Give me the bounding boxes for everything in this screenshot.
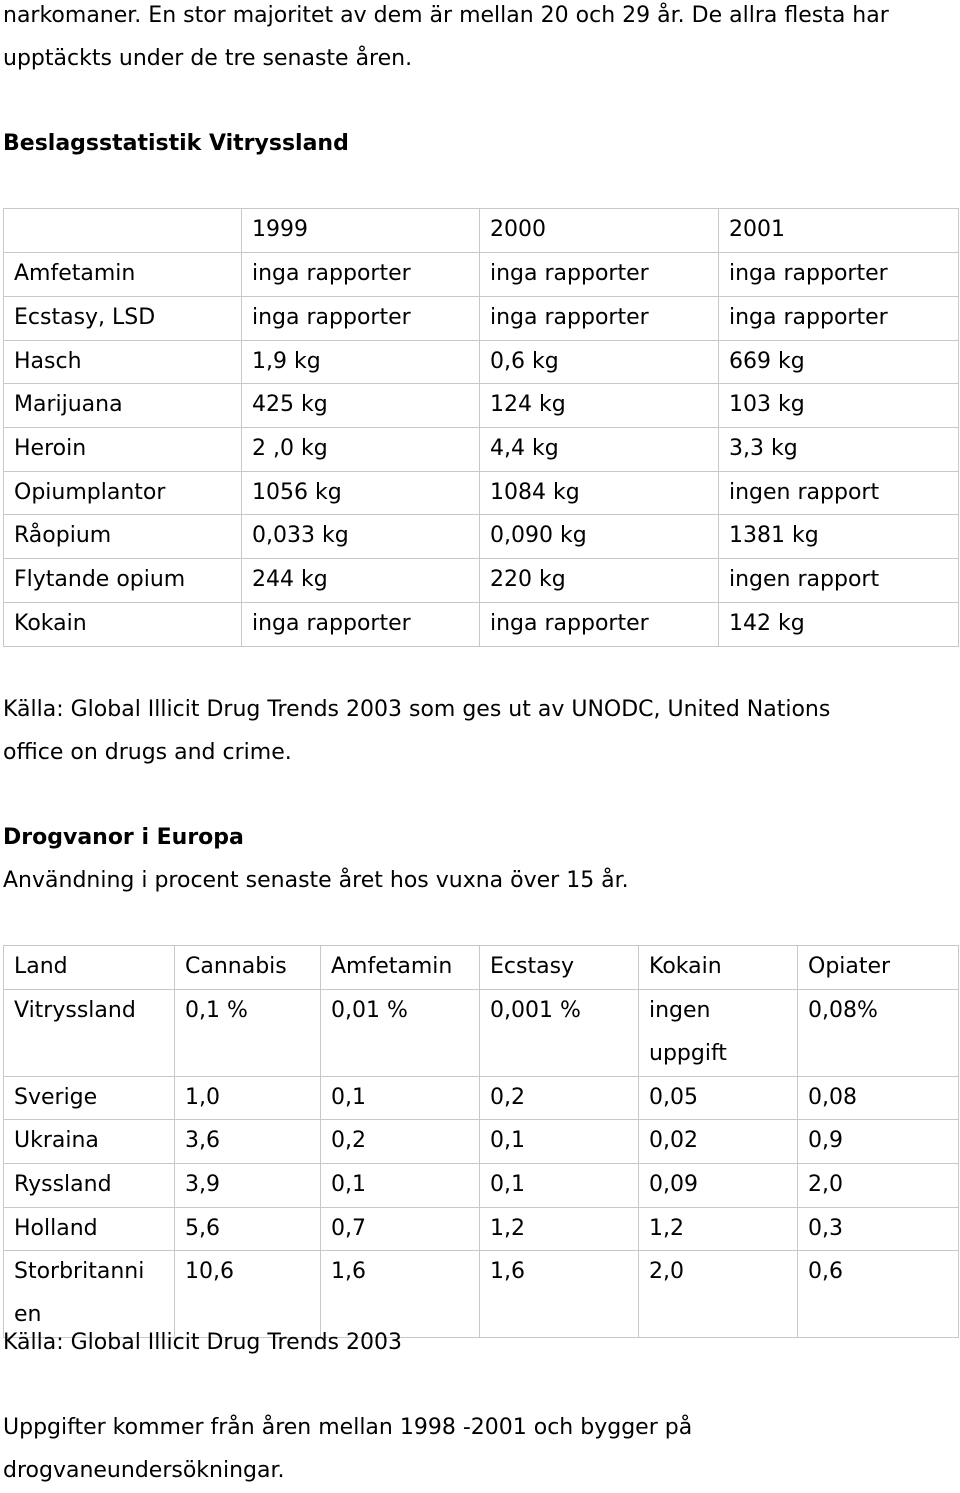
table-cell: inga rapporter (719, 253, 959, 297)
table-cell: 0,2 (480, 1076, 639, 1120)
table-header-row (4, 209, 959, 253)
table-row (4, 1120, 959, 1164)
table-header-row (4, 946, 959, 990)
seizure-table (3, 208, 959, 646)
table-cell: ingen rapport (719, 471, 959, 515)
table-cell: 0,033 kg (242, 515, 480, 559)
table-cell: 2,0 (798, 1163, 959, 1207)
header-cell: Ecstasy (480, 946, 639, 990)
table-row (4, 515, 959, 559)
row-label-cell: Hasch (4, 340, 242, 384)
row-label-cell: Vitryssland (4, 990, 175, 1076)
table-cell: 124 kg (480, 384, 719, 428)
header-cell: 2001 (719, 209, 959, 253)
table-cell: 0,1 (321, 1163, 480, 1207)
table-cell: 1,2 (480, 1207, 639, 1251)
seizure-heading: Beslagsstatistik Vitryssland (3, 131, 349, 157)
table-cell: 1,6 (480, 1251, 639, 1337)
table-row (4, 384, 959, 428)
table-cell: 0,6 kg (480, 340, 719, 384)
table-cell: 0,1 % (175, 990, 321, 1076)
row-label-cell: Amfetamin (4, 253, 242, 297)
table-cell: 0,2 (321, 1120, 480, 1164)
table-cell: 1084 kg (480, 471, 719, 515)
seizure-source-line-1: Källa: Global Illicit Drug Trends 2003 som ges ut av UNODC, United Nations (3, 697, 831, 723)
table-cell: 5,6 (175, 1207, 321, 1251)
table-cell: 669 kg (719, 340, 959, 384)
table-row (4, 990, 959, 1076)
cell-line: ingen (649, 998, 711, 1024)
row-label-cell: Opiumplantor (4, 471, 242, 515)
table-cell: 0,08 (798, 1076, 959, 1120)
row-label-cell: Heroin (4, 428, 242, 472)
cell-line: uppgift (649, 1040, 727, 1066)
table-row (4, 1163, 959, 1207)
table-cell: 3,9 (175, 1163, 321, 1207)
header-cell: Opiater (798, 946, 959, 990)
row-label-cell: Flytande opium (4, 559, 242, 603)
drug-habits-source: Källa: Global Illicit Drug Trends 2003 (3, 1329, 402, 1355)
header-cell: Cannabis (175, 946, 321, 990)
table-cell: 0,05 (639, 1076, 798, 1120)
document-page (3, 0, 957, 1493)
drug-habits-subheading: Användning i procent senaste året hos vuxna över 15 år. (3, 868, 629, 893)
table-cell: 0,09 (639, 1163, 798, 1207)
row-label-cell: Ecstasy, LSD (4, 296, 242, 340)
row-label-cell: Råopium (4, 515, 242, 559)
table-cell: 103 kg (719, 384, 959, 428)
row-label-cell: Ukraina (4, 1120, 175, 1164)
table-cell: 425 kg (242, 384, 480, 428)
row-label-cell: Ryssland (4, 1163, 175, 1207)
table-cell: inga rapporter (719, 296, 959, 340)
table-cell: 0,090 kg (480, 515, 719, 559)
cell-line: Storbritanni (14, 1259, 145, 1285)
table-cell: inga rapporter (480, 296, 719, 340)
table-cell: 0,01 % (321, 990, 480, 1076)
table-cell: 1,6 (321, 1251, 480, 1337)
table-cell: inga rapporter (242, 602, 480, 646)
table-cell: 0,001 % (480, 990, 639, 1076)
header-cell: Kokain (639, 946, 798, 990)
table-cell: 1381 kg (719, 515, 959, 559)
table-cell: 0,1 (480, 1120, 639, 1164)
seizure-source-line-2: office on drugs and crime. (3, 739, 292, 765)
table-row (4, 340, 959, 384)
table-cell: 0,6 (798, 1251, 959, 1337)
table-cell: 3,6 (175, 1120, 321, 1164)
table-cell: 0,02 (639, 1120, 798, 1164)
table-cell: inga rapporter (242, 253, 480, 297)
table-cell: inga rapporter (480, 602, 719, 646)
cell-line: en (14, 1302, 42, 1328)
table-cell: inga rapporter (480, 253, 719, 297)
table-cell: 0,7 (321, 1207, 480, 1251)
header-cell (4, 209, 242, 253)
drug-habits-heading: Drogvanor i Europa (3, 825, 244, 851)
table-cell: ingen rapport (719, 559, 959, 603)
table-cell: 0,08% (798, 990, 959, 1076)
header-cell: Land (4, 946, 175, 990)
table-cell: 0,1 (480, 1163, 639, 1207)
table-row (4, 296, 959, 340)
table-row (4, 602, 959, 646)
table-cell (639, 990, 798, 1076)
footer-line-1: Uppgifter kommer från åren mellan 1998 -2001 och bygger på (3, 1415, 693, 1441)
table-cell: 4,4 kg (480, 428, 719, 472)
drug-habits-table (3, 945, 959, 1337)
table-cell: 220 kg (480, 559, 719, 603)
table-row (4, 471, 959, 515)
table-row (4, 559, 959, 603)
footer-line-2: drogvaneundersökningar. (3, 1457, 285, 1483)
table-cell: inga rapporter (242, 296, 480, 340)
header-cell: 1999 (242, 209, 480, 253)
table-row (4, 1076, 959, 1120)
row-label-cell: Holland (4, 1207, 175, 1251)
table-cell: 10,6 (175, 1251, 321, 1337)
intro-line-1: narkomaner. En stor majoritet av dem är mellan 20 och 29 år. De allra flesta har (3, 3, 889, 28)
table-cell: 3,3 kg (719, 428, 959, 472)
table-cell: 0,3 (798, 1207, 959, 1251)
table-row (4, 253, 959, 297)
table-cell: 0,1 (321, 1076, 480, 1120)
header-cell: 2000 (480, 209, 719, 253)
table-cell: 1,9 kg (242, 340, 480, 384)
table-cell: 1,0 (175, 1076, 321, 1120)
table-row (4, 428, 959, 472)
table-cell: 1,2 (639, 1207, 798, 1251)
table-cell: 0,9 (798, 1120, 959, 1164)
table-cell: 244 kg (242, 559, 480, 603)
row-label-cell: Marijuana (4, 384, 242, 428)
table-cell: 2 ,0 kg (242, 428, 480, 472)
table-cell: 2,0 (639, 1251, 798, 1337)
table-cell: 1056 kg (242, 471, 480, 515)
table-cell: 142 kg (719, 602, 959, 646)
table-row (4, 1207, 959, 1251)
row-label-cell: Kokain (4, 602, 242, 646)
row-label-cell: Sverige (4, 1076, 175, 1120)
header-cell: Amfetamin (321, 946, 480, 990)
intro-line-2: upptäckts under de tre senaste åren. (3, 45, 413, 71)
